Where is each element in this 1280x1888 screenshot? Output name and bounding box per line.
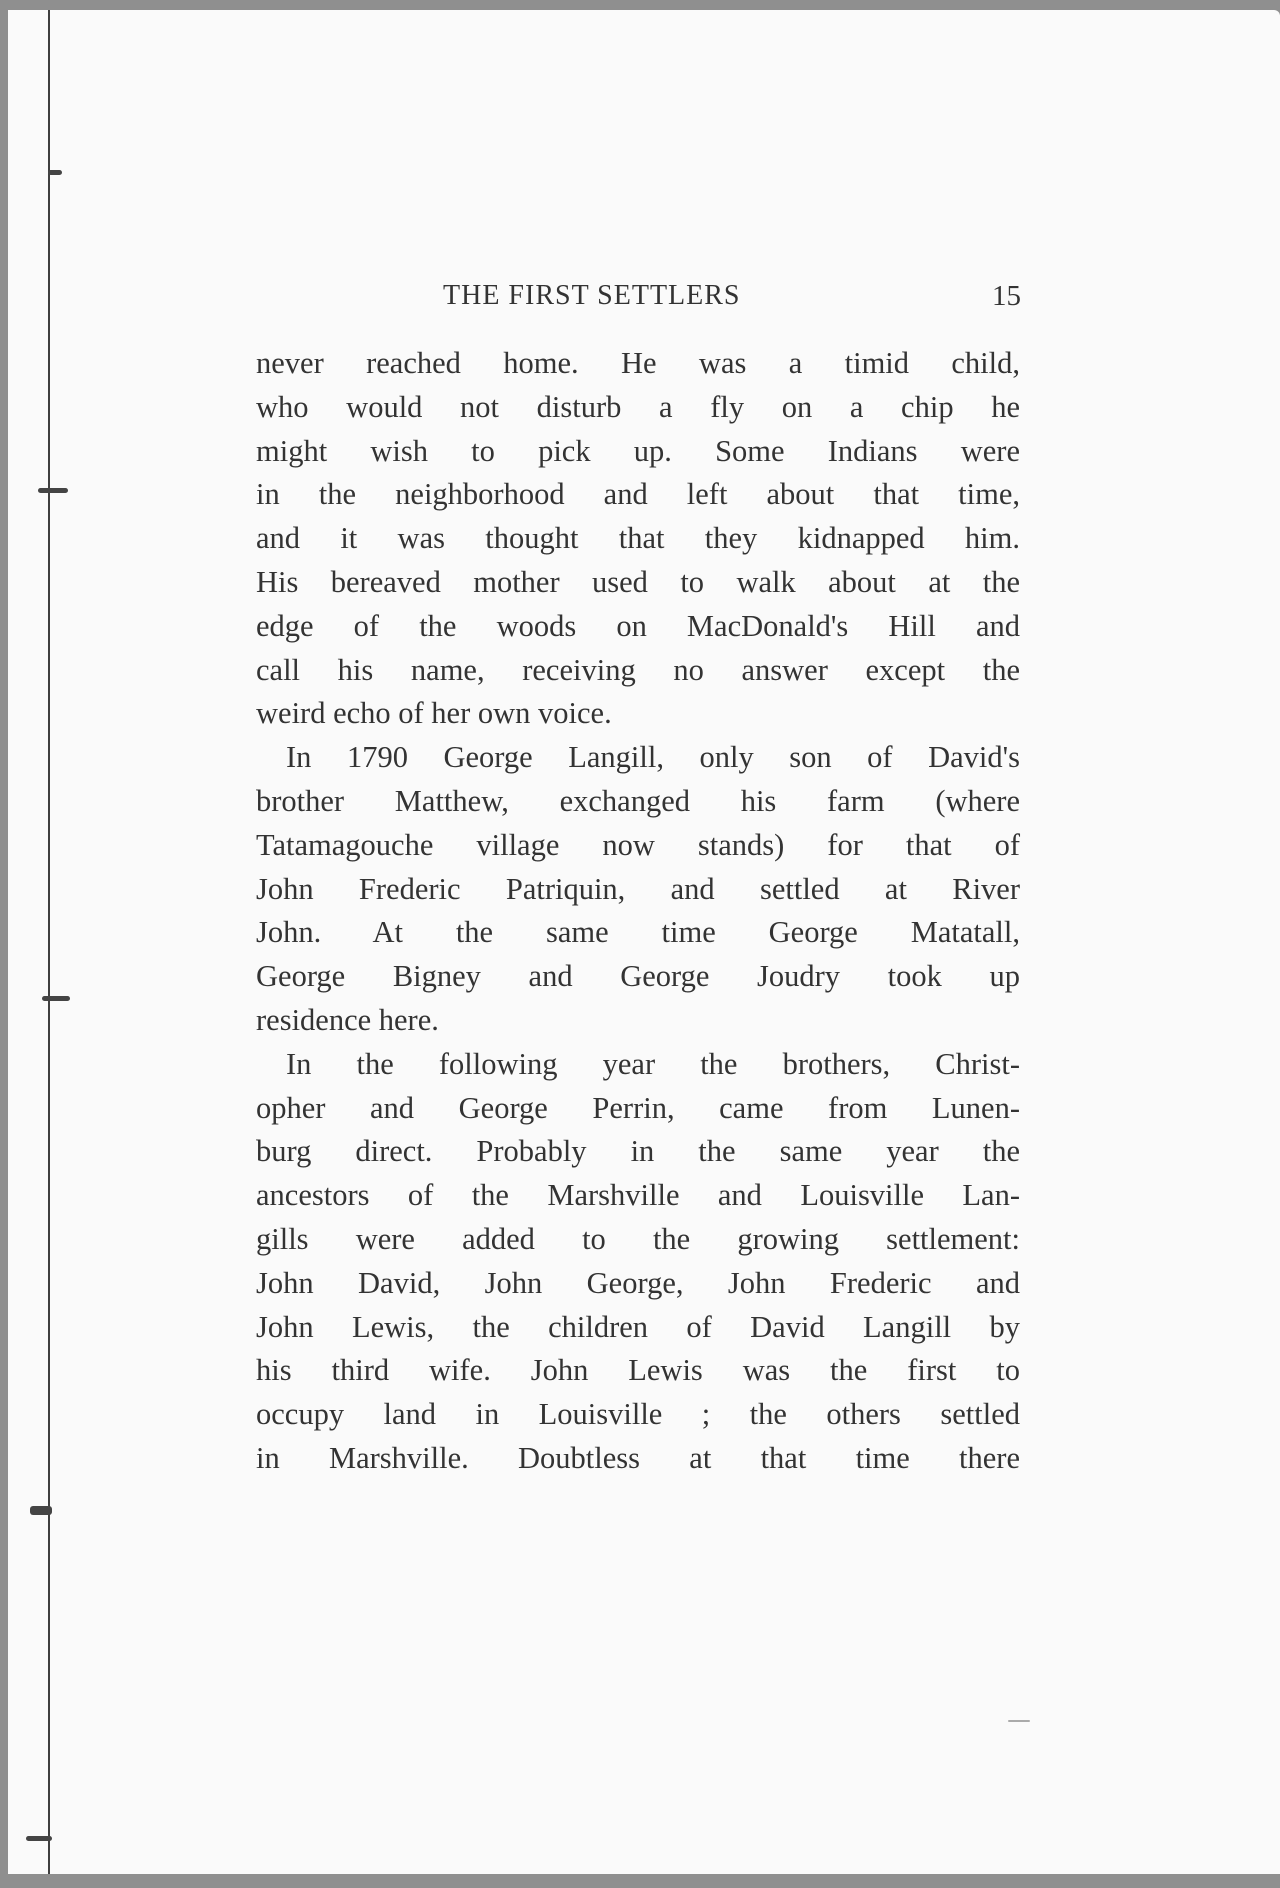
text-line: call his name, receiving no answer except the [256,652,1020,687]
book-page [8,10,1280,1874]
text-line: in the neighborhood and left about that time, [256,477,1020,512]
binding-line [48,10,50,1874]
binding-stitch [30,1506,52,1515]
binding-stitch [48,170,62,175]
text-line: In 1790 George Langill, only son of David's [286,740,1020,775]
binding-stitch [38,488,68,493]
text-line: edge of the woods on MacDonald's Hill and [256,608,1020,643]
body-text [256,342,1020,1481]
running-head [443,280,1021,320]
text-line: John. At the same time George Matatall, [256,915,1020,950]
text-line: occupy land in Louisville ; the others settled [256,1397,1020,1432]
binding-stitch [26,1836,52,1841]
paragraph [256,342,1020,736]
text-line: George Bigney and George Joudry took up [256,959,1020,994]
text-line: burg direct. Probably in the same year the [256,1134,1020,1169]
text-line: His bereaved mother used to walk about at the [256,564,1020,599]
text-line: might wish to pick up. Some Indians were [256,433,1020,468]
paper-speck [1008,1720,1030,1722]
text-line: brother Matthew, exchanged his farm (where [256,783,1020,818]
text-line: residence here. [256,1002,439,1037]
text-line: his third wife. John Lewis was the first to [256,1353,1020,1388]
text-line: opher and George Perrin, came from Lunen- [256,1090,1020,1125]
text-line: in Marshville. Doubtless at that time there [256,1440,1020,1475]
text-line: Tatamagouche village now stands) for that of [256,827,1020,862]
text-line: weird echo of her own voice. [256,696,612,731]
paragraph [256,1043,1020,1481]
text-line: gills were added to the growing settlement: [256,1221,1020,1256]
text-line: and it was thought that they kidnapped him. [256,521,1020,556]
page-number: 15 [992,280,1021,312]
binding-stitch [42,996,70,1001]
text-line: never reached home. He was a timid child, [256,346,1020,380]
text-line: who would not disturb a fly on a chip he [256,389,1020,424]
paragraph [256,736,1020,1043]
text-line: John Lewis, the children of David Langill by [256,1309,1020,1344]
text-line: John David, John George, John Frederic and [256,1265,1020,1300]
text-line: In the following year the brothers, Christ- [286,1046,1020,1081]
text-line: John Frederic Patriquin, and settled at River [256,871,1020,906]
text-line: ancestors of the Marshville and Louisville Lan- [256,1178,1020,1213]
chapter-title: THE FIRST SETTLERS [443,280,741,311]
